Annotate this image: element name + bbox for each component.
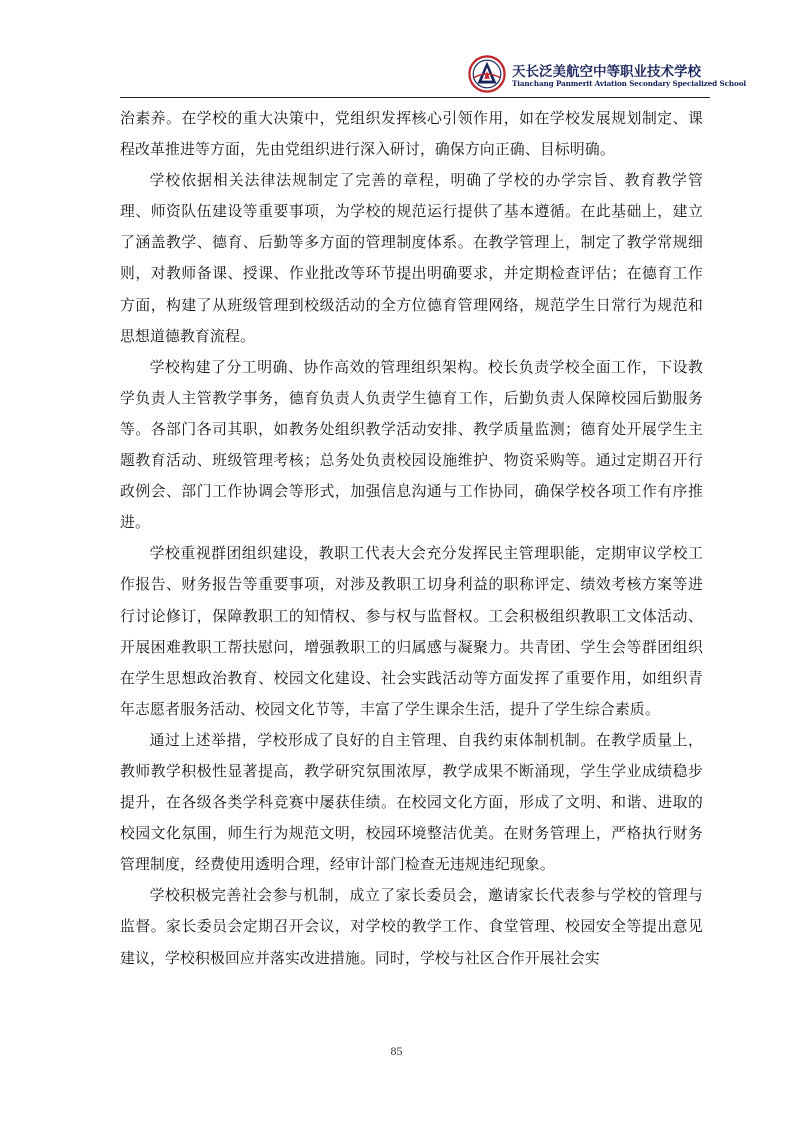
school-emblem-icon [468, 55, 506, 93]
paragraph-charter: 学校依据相关法律法规制定了完善的章程，明确了学校的办学宗旨、教育教学管理、师资队伍建设等重要事项，为学校的规范运行提供了基本遵循。在此基础上，建立了涵盖教学、德育、后勤等多方面的管理制度体系。在教学管理上，制定了教学常规细则，对教师备课、授课、作业批改等环节提出明确要求，并定期检查评估；在德育工作方面，构建了从班级管理到校级活动的全方位德育管理网络，规范学生日常行为规范和思想道德教育流程。 [120, 172, 703, 345]
paragraph-continuation: 治素养。在学校的重大决策中，党组织发挥核心引领作用，如在学校发展规划制定、课程改革推进等方面，先由党组织进行深入研讨，确保方向正确、目标明确。 [120, 110, 703, 159]
page-number: 85 [390, 1044, 403, 1058]
paragraph-organization: 学校构建了分工明确、协作高效的管理组织架构。校长负责学校全面工作，下设教学负责人主管教学事务，德育负责人负责学生德育工作，后勤负责人保障校园后勤服务等。各部门各司其职，如教务处组织教学活动安排、教学质量监测；德育处开展学生主题教育活动、班级管理考核；总务处负责校园设施维护、物资采购等。通过定期召开行政例会、部门工作协调会等形式，加强信息沟通与工作协同，确保学校各项工作有序推进。 [120, 358, 703, 532]
paragraph-mass-organizations: 学校重视群团组织建设，教职工代表大会充分发挥民主管理职能，定期审议学校工作报告、财务报告等重要事项，对涉及教职工切身利益的职称评定、绩效考核方案等进行讨论修订，保障教职工的知情权、参与权与监督权。工会积极组织教职工文体活动、开展困难教职工帮扶慰问，增强教职工的归属感与凝聚力。共青团、学生会等群团组织在学生思想政治教育、校园文化建设、社会实践活动等方面发挥了重要作用，如组织青年志愿者服务活动、校园文化节等，丰富了学生课余生活，提升了学生综合素质。 [120, 545, 703, 718]
page-header [0, 0, 793, 100]
paragraph-social-participation: 学校积极完善社会参与机制，成立了家长委员会，邀请家长代表参与学校的管理与监督。家长委员会定期召开会议，对学校的教学工作、食堂管理、校园安全等提出意见建议，学校积极回应并落实改进措施。同时，学校与社区合作开展社会实 [120, 887, 703, 967]
paragraph-results: 通过上述举措，学校形成了良好的自主管理、自我约束体制机制。在教学质量上，教师教学积极性显著提高，教学研究氛围浓厚，教学成果不断涌现，学生学业成绩稳步提升，在各级各类学科竞赛中屡获佳绩。在校园文化方面，形成了文明、和谐、进取的校园文化氛围，师生行为规范文明，校园环境整洁优美。在财务管理上，严格执行财务管理制度，经费使用透明合理，经审计部门检查无违规违纪现象。 [120, 731, 703, 874]
school-name-en: Tianchang Panmerit Aviation Secondary Specialized School [512, 79, 747, 88]
header-divider [120, 97, 710, 98]
school-name-cn: 天长泛美航空中等职业技术学校 [512, 64, 701, 80]
body-text [120, 103, 703, 974]
